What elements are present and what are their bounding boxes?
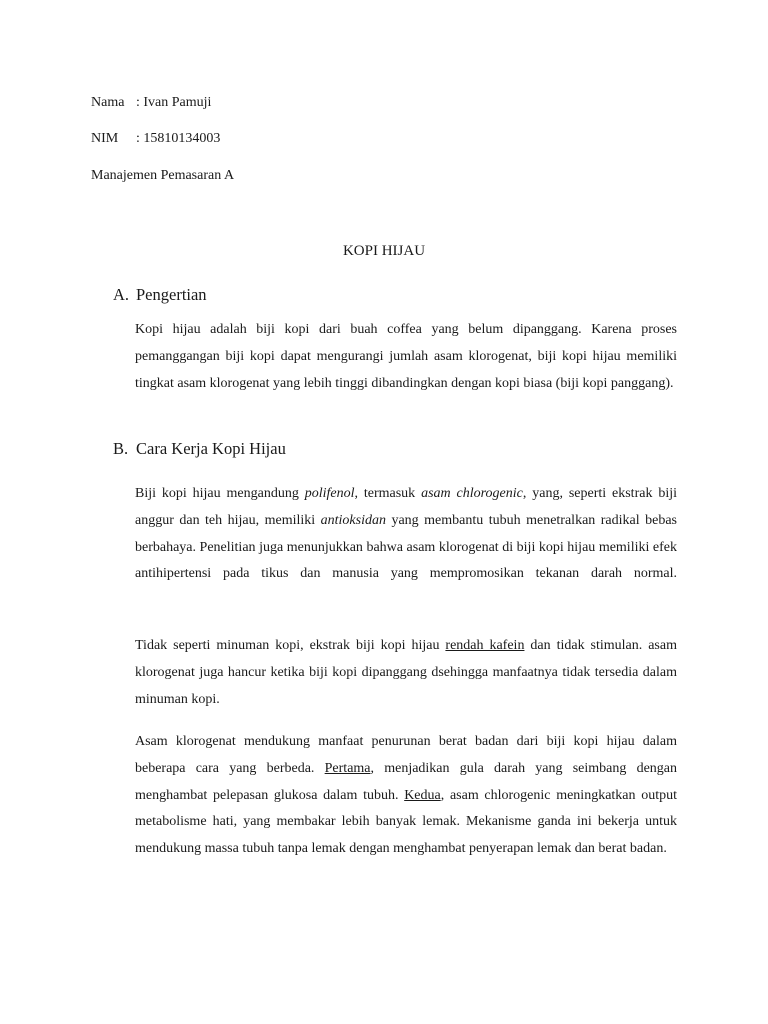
p1-text-1: Biji kopi hijau mengandung [135,486,305,501]
section-b-title: Cara Kerja Kopi Hijau [136,439,286,458]
nim-value: : 15810134003 [136,131,221,146]
section-b-paragraph-2 [135,633,677,713]
p1-italic-polifenol: polifenol [304,486,355,501]
p2-text-1: Tidak seperti minuman kopi, ekstrak biji kopi hijau [135,638,446,653]
section-a-title: Pengertian [136,285,207,304]
nim-label: NIM [91,131,119,146]
class-line: Manajemen Pemasaran A [91,168,235,183]
section-b-paragraph-1 [135,481,677,588]
section-a-paragraph: Kopi hijau adalah biji kopi dari buah coffea yang belum dipanggang. Karena proses pemanggangan biji kopi dapat mengurangi jumlah asam klorogenat, biji kopi hijau memiliki tingkat asam klorogenat yang lebih tinggi dibandingkan dengan kopi biasa (biji kopi panggang). [135,322,677,391]
p3-underline-kedua: Kedua [404,787,441,803]
p1-text-3: , yang, seperti ekstrak biji anggur dan teh hijau, memiliki [135,486,677,528]
p1-text-2: , termasuk [354,486,422,501]
p1-italic-antioksidan: antioksidan [320,512,386,528]
section-a-number: A. [113,285,130,304]
p3-text-2: , menjadikan gula darah yang seimbang dengan menghambat pelepasan glukosa dalam tubuh. [135,760,677,803]
section-b-paragraph-3 [135,729,677,863]
nim-line [91,131,220,147]
p2-underline-rendah-kafein: rendah kafein [445,638,525,653]
nama-value: : Ivan Pamuji [136,95,212,110]
section-b-number: B. [113,439,129,458]
document-title: KOPI HIJAU [342,243,426,259]
p3-underline-pertama: Pertama [324,760,371,776]
p3-text-3: , asam chlorogenic meningkatkan output metabolisme hati, yang membakar lebih banyak lemak. Mekanisme ganda ini bekerja untuk mendukung massa tubuh tanpa lemak dengan menghambat penyerapan lemak dan berat badan. [135,787,677,857]
nama-label: Nama [91,95,125,110]
p2-text-2: dan tidak stimulan. asam klorogenat juga hancur ketika biji kopi dipanggang dsehingga manfaatnya tidak tersedia dalam minuman kopi. [135,638,677,707]
p1-italic-asam-chlorogenic: asam chlorogenic [421,486,523,501]
nama-line [91,95,211,111]
section-a-heading [113,285,207,305]
p1-text-4: yang membantu tubuh menetralkan radikal bebas berbahaya. Penelitian juga menunjukkan bahwa asam klorogenat di biji kopi hijau memiliki efek antihipertensi pada tikus dan manusia yang mempromosikan tekanan darah normal. [135,512,677,582]
p3-text-1: Asam klorogenat mendukung manfaat penurunan berat badan dari biji kopi hijau dalam beberapa cara yang berbeda. [135,734,677,776]
section-b-heading [113,439,286,459]
